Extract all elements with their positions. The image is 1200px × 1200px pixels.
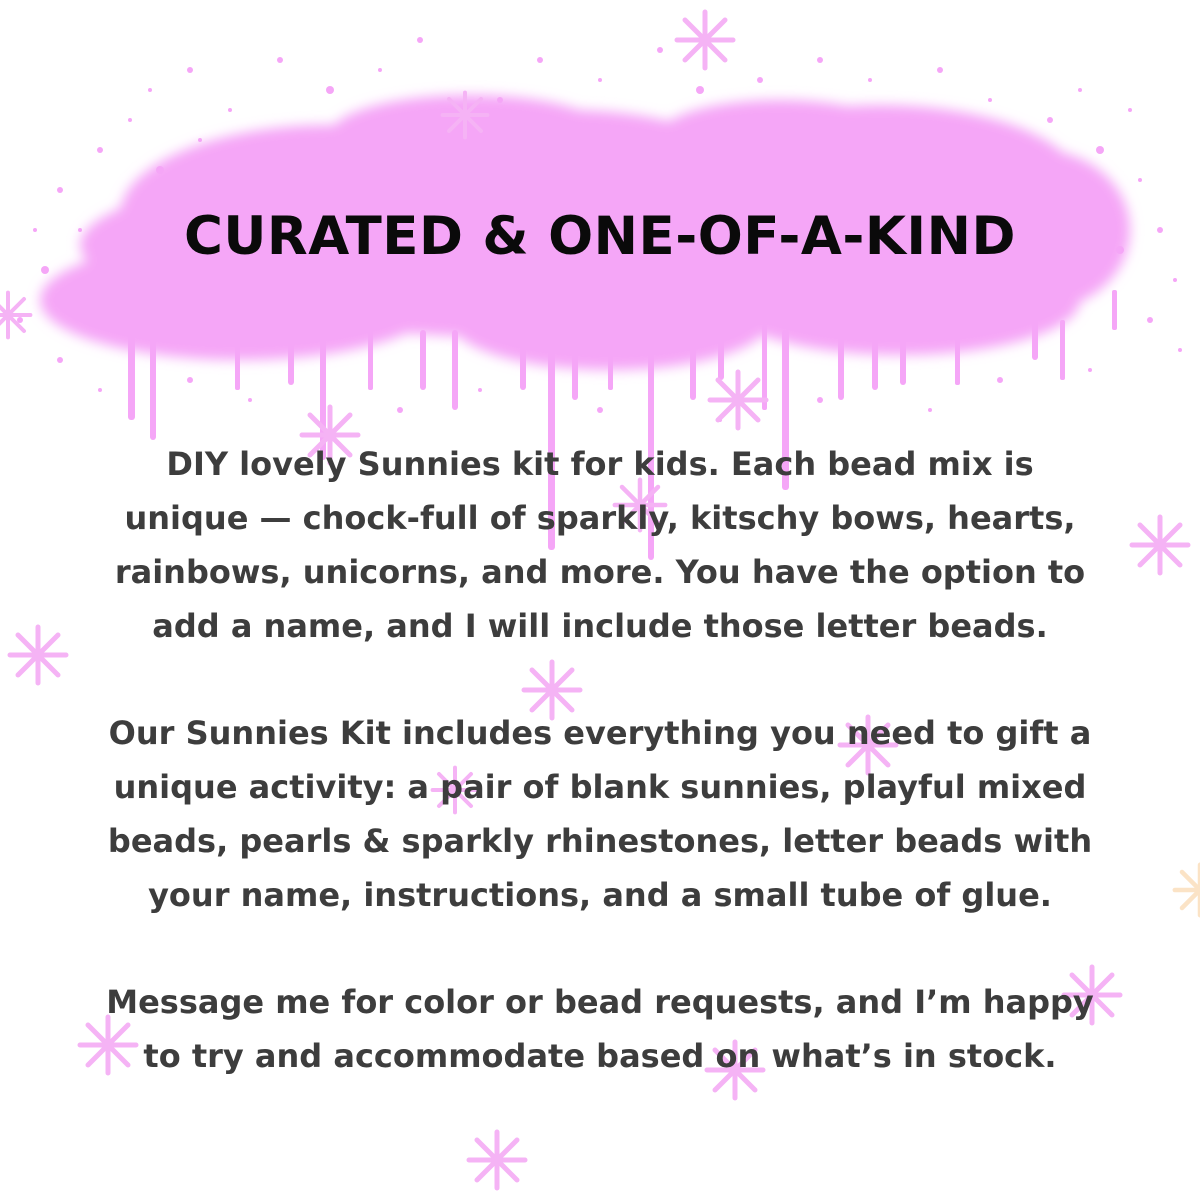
custom-request-paragraph: Message me for color or bead requests, and I’m happy to try and accommodate based on what’s in stock. bbox=[106, 983, 1094, 1075]
sparkle-icon bbox=[10, 627, 66, 683]
sparkle-icon bbox=[710, 372, 766, 428]
sparkle-icon bbox=[443, 93, 488, 138]
sparkle-icon bbox=[1132, 517, 1188, 573]
sparkle-icon bbox=[677, 12, 733, 68]
headline: CURATED & ONE-OF-A-KIND bbox=[183, 206, 1017, 267]
kit-contents-paragraph: Our Sunnies Kit includes everything you need to gift a unique activity: a pair of blank sunnies, playful mixed beads, pearls & sparkly rhinestones, letter beads with your name, instructions, and a small tube of glue. bbox=[107, 714, 1093, 914]
description-paragraph: DIY lovely Sunnies kit for kids. Each bead mix is unique — chock-full of sparkly, kitschy bows, hearts, rainbows, unicorns, and more. You have the option to add a name, and I will include those letter beads. bbox=[114, 445, 1086, 645]
sparkle-icon bbox=[1175, 865, 1200, 915]
sparkle-icon bbox=[469, 1132, 525, 1188]
sparkle-icon bbox=[0, 293, 30, 338]
